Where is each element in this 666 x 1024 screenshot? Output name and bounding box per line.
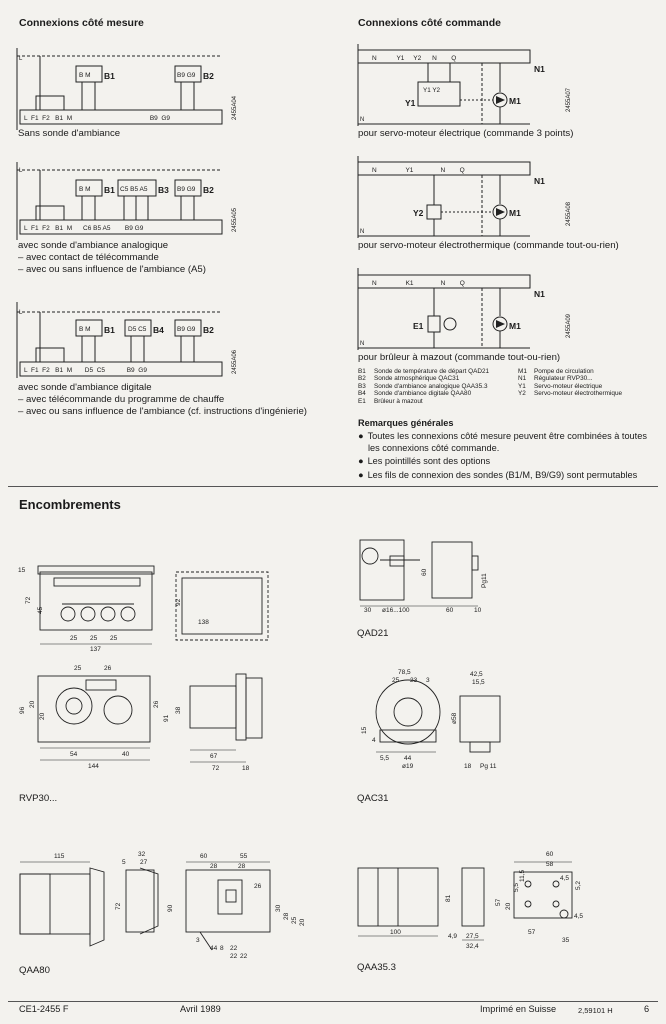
remarks-title: Remarques générales	[358, 418, 454, 428]
svg-text:8: 8	[220, 945, 224, 952]
svg-text:78,5: 78,5	[398, 669, 411, 676]
svg-text:11,5: 11,5	[519, 869, 526, 882]
axis-n-label: N	[360, 229, 365, 235]
commande-caption-3: pour brûleur à mazout (commande tout-ou-rien)	[358, 352, 561, 363]
footer-doc: CE1-2455 F	[19, 1004, 69, 1014]
box-tag: B2	[203, 185, 214, 195]
box-tag: B3	[158, 185, 169, 195]
figure-code: 2455A06	[232, 349, 238, 374]
product-label-qac: QAC31	[357, 793, 389, 804]
svg-text:58: 58	[546, 861, 554, 868]
svg-text:60: 60	[446, 607, 454, 614]
svg-text:26: 26	[104, 665, 112, 672]
svg-text:20: 20	[29, 700, 36, 708]
svg-text:30: 30	[364, 607, 372, 614]
svg-text:28: 28	[238, 863, 246, 870]
svg-text:67: 67	[210, 753, 218, 760]
svg-text:10: 10	[474, 607, 482, 614]
axis-l-label: L	[19, 168, 23, 174]
figure-code: 2455A05	[232, 207, 238, 232]
terminal-bus: L F1 F2 B1 M D5 C5 B9 G9	[24, 367, 147, 374]
svg-text:3: 3	[196, 937, 200, 944]
legend-row: B1 Sonde de température de départ QAD21	[358, 368, 490, 375]
svg-text:32,4: 32,4	[466, 943, 479, 950]
svg-text:25: 25	[90, 635, 98, 642]
svg-text:18: 18	[464, 763, 472, 770]
svg-text:15,5: 15,5	[472, 679, 485, 686]
m1-label: M1	[509, 321, 521, 331]
svg-text:4: 4	[372, 737, 376, 744]
svg-text:4,9: 4,9	[448, 933, 458, 940]
n1-label: N1	[534, 289, 545, 299]
box-pins: B M	[79, 186, 91, 193]
product-label-rvp: RVP30...	[19, 793, 58, 804]
terminal-top: N Y1 Y2 N Q	[372, 55, 457, 62]
mesure-heading: Connexions côté mesure	[19, 17, 144, 29]
footer-ref: 2,59101 H	[578, 1006, 613, 1015]
svg-text:28: 28	[210, 863, 218, 870]
footer-divider	[8, 1001, 658, 1002]
svg-text:72: 72	[212, 765, 220, 772]
svg-text:22: 22	[230, 953, 238, 960]
svg-text:26: 26	[153, 700, 160, 708]
m1-label: M1	[509, 208, 521, 218]
product-label-qaa35: QAA35.3	[357, 962, 396, 973]
terminal-bus: L F1 F2 B1 M B9 G9	[24, 115, 171, 122]
footer-page: 6	[644, 1004, 650, 1014]
svg-text:25: 25	[291, 916, 298, 924]
box-pins: B9 G9	[177, 186, 196, 193]
svg-text:137: 137	[90, 646, 101, 653]
m1-label: M1	[509, 96, 521, 106]
svg-text:100: 100	[390, 929, 401, 936]
svg-text:44: 44	[404, 755, 412, 762]
remark-item: ● Toutes les connexions côté mesure peuvent être combinées à toutes les connexions côté commande.	[358, 431, 658, 454]
caption-line: – avec ou sans influence de l'ambiance (A5)	[18, 264, 206, 275]
figure-code: 2455A04	[232, 95, 238, 120]
svg-text:60: 60	[546, 851, 554, 858]
commande-caption-2: pour servo-moteur électrothermique (commande tout-ou-rien)	[358, 240, 619, 251]
legend-row: E1 Brûleur à mazout	[358, 397, 423, 405]
svg-text:45: 45	[37, 606, 44, 614]
svg-text:27,5: 27,5	[466, 933, 479, 940]
box-pins: B M	[79, 72, 91, 79]
svg-text:96: 96	[19, 706, 26, 714]
box-tag: B1	[104, 71, 115, 81]
device-pins: Y1 Y2	[423, 87, 441, 94]
svg-text:25: 25	[70, 635, 78, 642]
svg-text:ø58: ø58	[451, 712, 458, 724]
svg-text:5,5: 5,5	[513, 882, 520, 892]
svg-text:57: 57	[528, 929, 536, 936]
svg-text:144: 144	[88, 763, 99, 770]
svg-text:42,5: 42,5	[470, 671, 483, 678]
caption-line: – avec ou sans influence de l'ambiance (cf. instructions d'ingénierie)	[18, 406, 307, 417]
box-tag: B4	[153, 325, 164, 335]
svg-text:25: 25	[110, 635, 118, 642]
svg-text:ø16...100: ø16...100	[382, 607, 410, 614]
device-tag: E1	[413, 321, 424, 331]
box-pins: B M	[79, 326, 91, 333]
box-pins: C5 B5 A5	[120, 186, 148, 193]
svg-text:5,5: 5,5	[380, 755, 390, 762]
caption-line: avec sonde d'ambiance digitale	[18, 382, 152, 393]
figure-code: 2455A08	[566, 201, 572, 226]
caption-line: – avec télécommande du programme de chauffe	[18, 394, 225, 405]
axis-n-label: N	[360, 117, 365, 123]
commande-caption-1: pour servo-moteur électrique (commande 3 points)	[358, 128, 574, 139]
svg-text:91: 91	[163, 714, 170, 722]
axis-n-label: N	[360, 341, 365, 347]
svg-text:57: 57	[495, 898, 502, 906]
svg-text:3: 3	[426, 677, 430, 684]
svg-text:Pg11: Pg11	[481, 573, 488, 588]
footer-print: Imprimé en Suisse	[480, 1004, 557, 1014]
n1-label: N1	[534, 64, 545, 74]
svg-text:30: 30	[275, 904, 282, 912]
svg-text:60: 60	[200, 853, 208, 860]
terminal-bus: L F1 F2 B1 M C6 B5 A5 B9 G9	[24, 225, 144, 232]
caption-line: Sans sonde d'ambiance	[18, 128, 121, 139]
svg-text:28: 28	[283, 912, 290, 920]
terminal-top: N Y1 N Q	[372, 167, 465, 174]
figure-code: 2455A09	[566, 313, 572, 338]
legend-row: Y2 Servo-moteur électrothermique	[518, 390, 623, 398]
svg-text:4,5: 4,5	[574, 913, 584, 920]
footer-date: Avril 1989	[180, 1004, 221, 1014]
svg-text:27: 27	[140, 859, 148, 866]
svg-text:20: 20	[39, 712, 46, 720]
svg-text:92: 92	[175, 598, 182, 606]
svg-text:38: 38	[175, 706, 182, 714]
svg-text:35: 35	[562, 937, 570, 944]
svg-text:44: 44	[210, 945, 218, 952]
svg-text:32: 32	[138, 851, 146, 858]
svg-text:72: 72	[115, 902, 122, 910]
svg-text:138: 138	[198, 619, 209, 626]
svg-text:20: 20	[505, 902, 512, 910]
svg-text:72: 72	[25, 596, 32, 604]
svg-text:25: 25	[392, 677, 400, 684]
legend-row: B2 Sonde atmosphérique QAC31	[358, 375, 460, 383]
legend-row: N1 Régulateur RVP30...	[518, 375, 593, 383]
svg-text:5: 5	[122, 859, 126, 866]
svg-text:23: 23	[410, 677, 418, 684]
commande-heading: Connexions côté commande	[358, 17, 501, 29]
device-tag: Y1	[405, 98, 416, 108]
svg-text:18: 18	[242, 765, 250, 772]
svg-text:40: 40	[122, 751, 130, 758]
legend-row: Y1 Servo-moteur électrique	[518, 382, 603, 390]
svg-text:90: 90	[167, 904, 174, 912]
svg-text:15: 15	[361, 726, 368, 734]
svg-text:60: 60	[421, 568, 428, 576]
svg-text:26: 26	[254, 883, 262, 890]
svg-text:54: 54	[70, 751, 78, 758]
svg-text:15: 15	[18, 567, 26, 574]
figure-code: 2455A07	[566, 87, 572, 112]
svg-text:55: 55	[240, 853, 248, 860]
dimensions-heading: Encombrements	[19, 497, 121, 512]
product-label-qaa80: QAA80	[19, 965, 50, 976]
box-tag: B2	[203, 325, 214, 335]
axis-l-label: L	[19, 310, 23, 316]
device-tag: Y2	[413, 208, 424, 218]
caption-line: – avec contact de télécommande	[18, 252, 159, 263]
svg-text:Pg 11: Pg 11	[480, 763, 497, 770]
legend-row: B4 Sonde d'ambiance digitale QAA80	[358, 390, 472, 398]
svg-text:5,2: 5,2	[575, 880, 582, 890]
box-pins: D5 C5	[128, 326, 147, 333]
svg-text:115: 115	[54, 853, 65, 860]
svg-text:4,5: 4,5	[560, 875, 570, 882]
remark-item: ● Les pointillés sont des options	[358, 456, 658, 468]
svg-text:ø19: ø19	[402, 763, 414, 770]
caption-line: avec sonde d'ambiance analogique	[18, 240, 169, 251]
terminal-top: N K1 N Q	[372, 280, 465, 287]
axis-l-label: L	[19, 56, 23, 62]
box-tag: B1	[104, 185, 115, 195]
svg-text:20: 20	[299, 918, 306, 926]
box-pins: B9 G9	[177, 326, 196, 333]
svg-text:22: 22	[240, 953, 248, 960]
legend-row: B3 Sonde d'ambiance analogique QAA35.3	[358, 382, 488, 390]
n1-label: N1	[534, 176, 545, 186]
box-tag: B2	[203, 71, 214, 81]
svg-text:81: 81	[445, 894, 452, 902]
legend-row: M1 Pompe de circulation	[518, 368, 594, 375]
remark-item: ● Les fils de connexion des sondes (B1/M, B9/G9) sont permutables	[358, 470, 658, 482]
box-tag: B1	[104, 325, 115, 335]
product-label-qad: QAD21	[357, 628, 389, 639]
svg-text:22: 22	[230, 945, 238, 952]
svg-text:25: 25	[74, 665, 82, 672]
box-pins: B9 G9	[177, 72, 196, 79]
